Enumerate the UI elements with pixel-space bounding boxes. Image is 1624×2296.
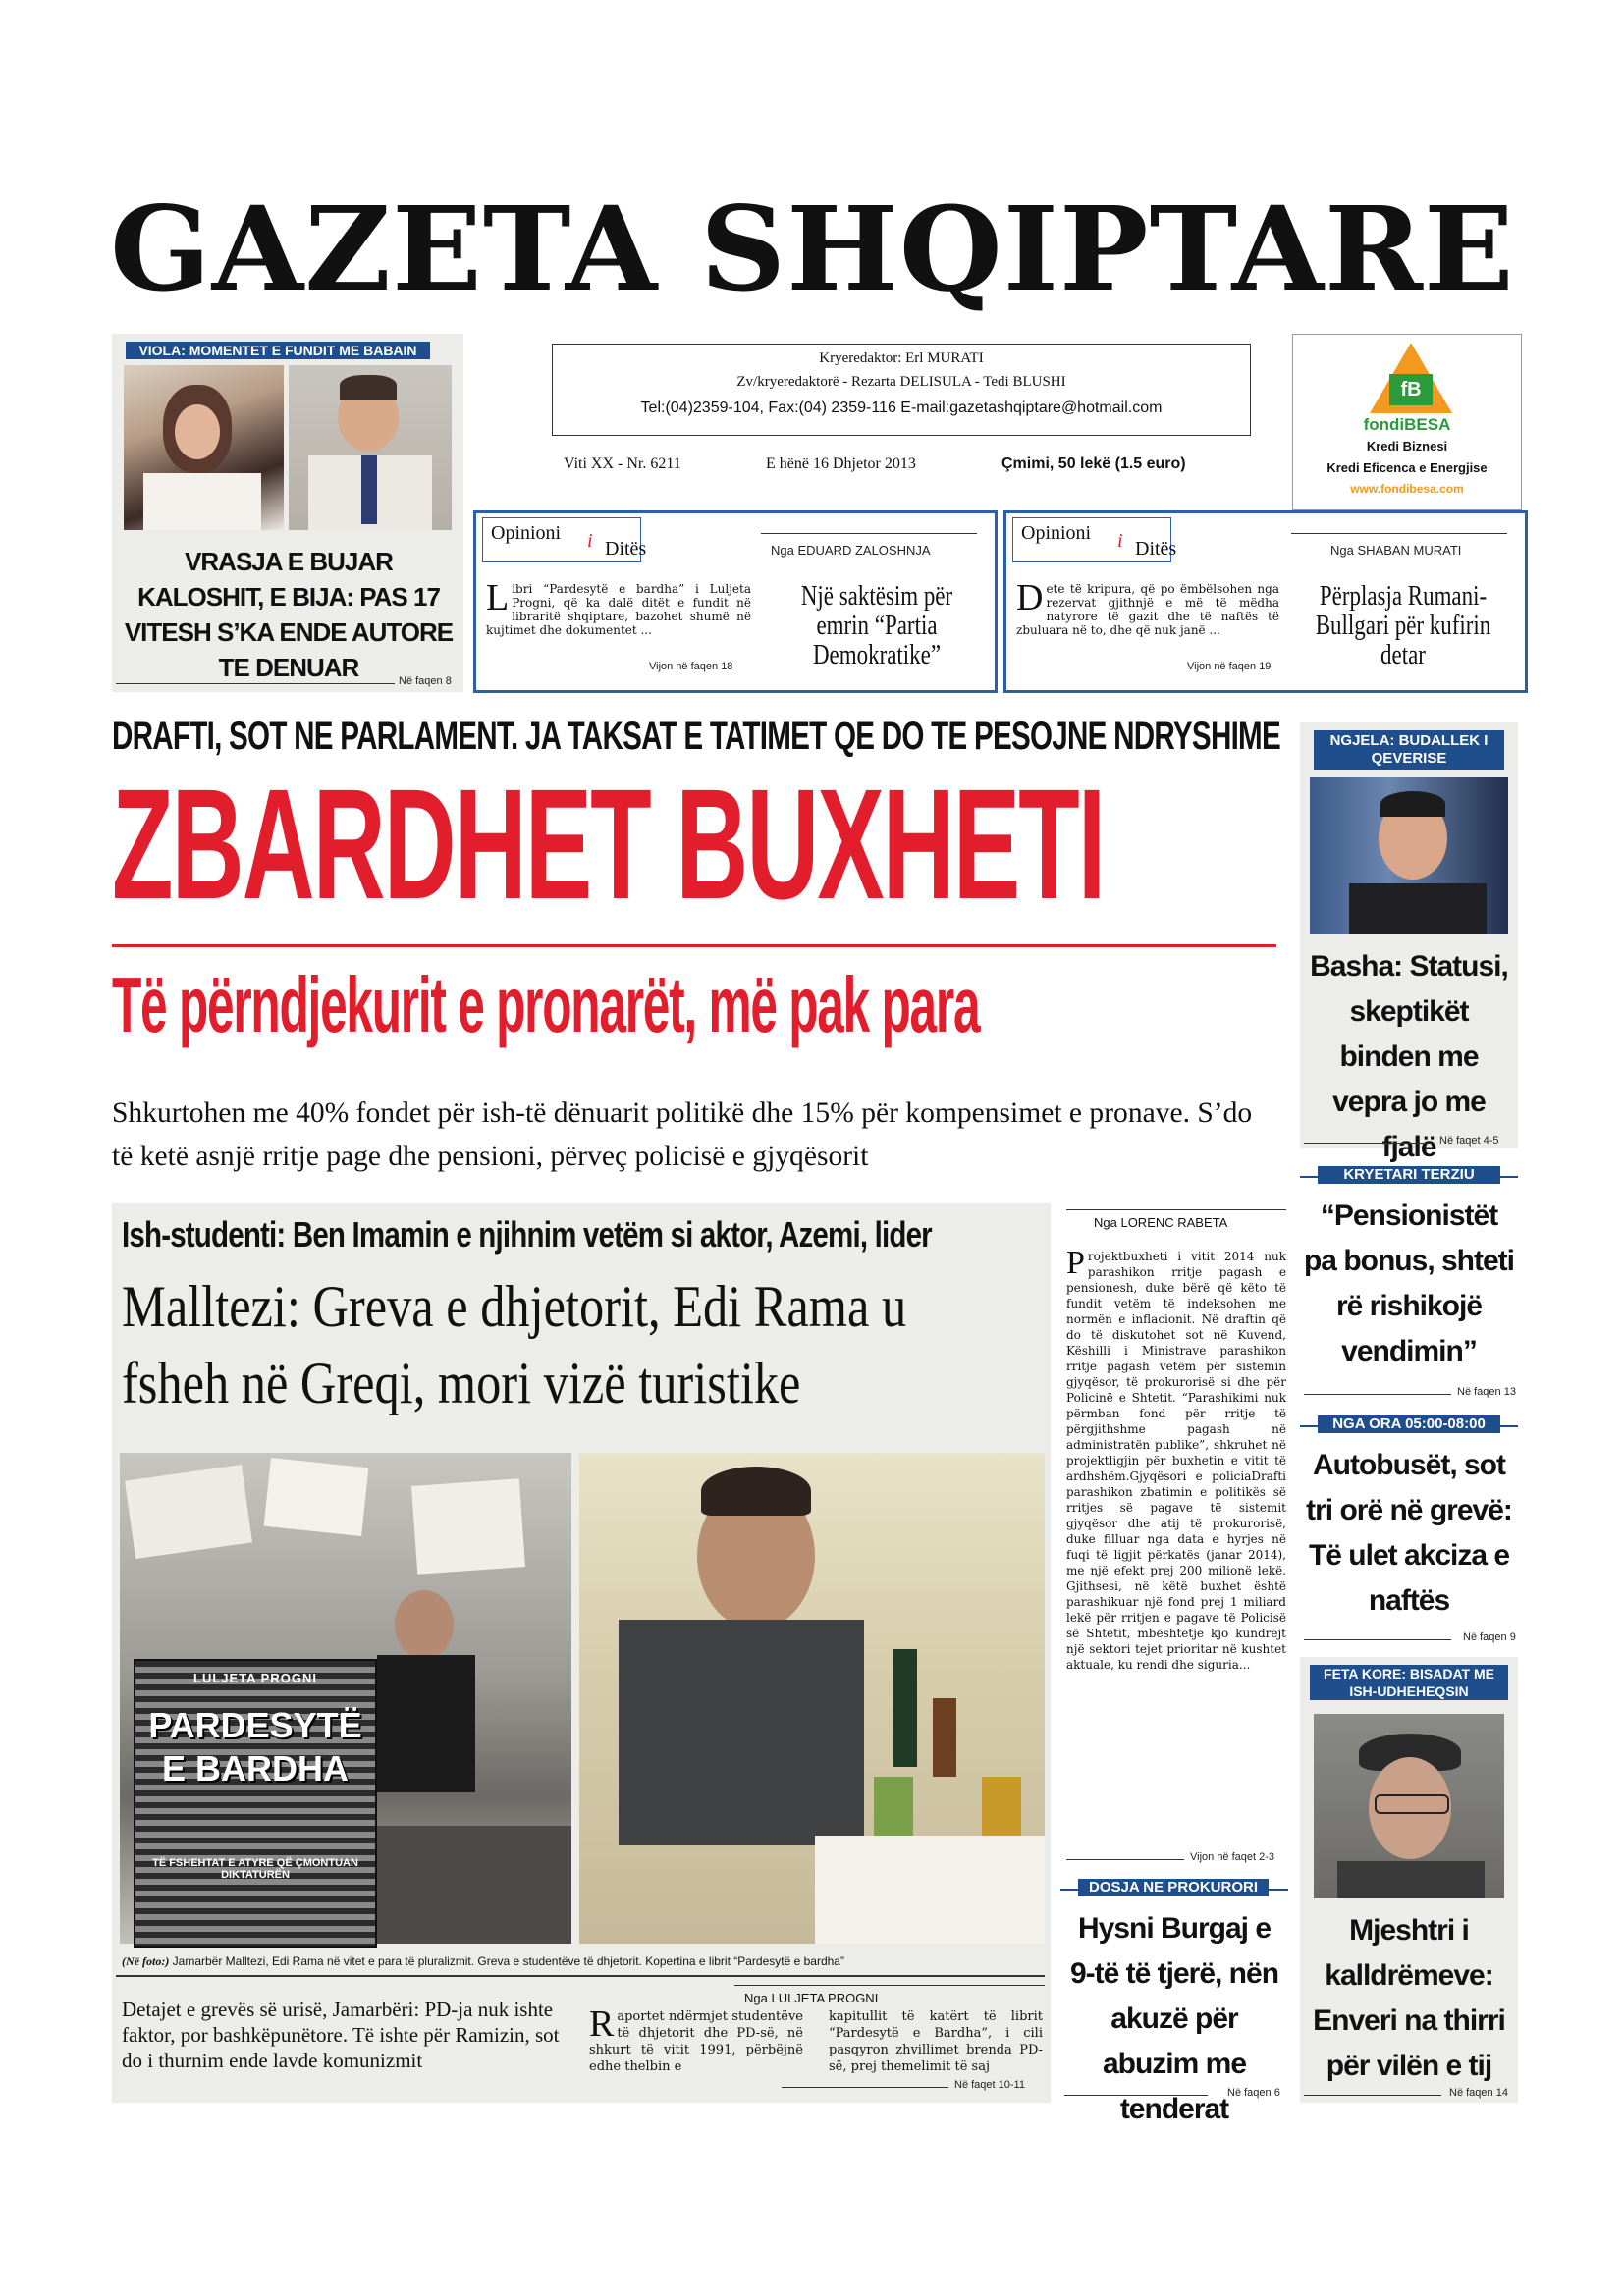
- budget-ref: Vijon në faqet 2-3: [1190, 1851, 1275, 1863]
- budget-article[interactable]: [1060, 1203, 1288, 1865]
- dosja-ref-rule: [1064, 2095, 1208, 2096]
- viola-ref-rule: [116, 683, 395, 684]
- opinion-1-title: Një saktësim për emrin “Partia Demokratike”: [800, 581, 953, 670]
- sidebar-story-1[interactable]: [1300, 722, 1518, 1163]
- rama-photo: [579, 1453, 1045, 1944]
- second-author-rule: [734, 1985, 1045, 1986]
- fondibesa-url[interactable]: www.fondibesa.com: [1350, 482, 1464, 496]
- second-col1-text: aportet ndërmjet studentëve të dhjetorit dhe PD-së, në shkurt të vitit 1991, përbëjnë edhe thelbin e: [589, 2009, 803, 2074]
- lead-deck: Shkurtohen me 40% fondet për ish-të dënuarit politikë dhe 15% për kompensimet e pronave. S’do të ketë asnjë rritje page dhe pensioni, përveç policisë e gjyqësorit: [112, 1096, 1253, 1172]
- dosja-ref: Në faqen 6: [1227, 2087, 1280, 2099]
- second-ref: Në faqet 10-11: [954, 2079, 1025, 2091]
- budget-dropcap: P: [1066, 1245, 1085, 1281]
- sidebar-4-headline: Mjeshtri i kalldrëmeve: Enveri na thirri për vilën e tij: [1313, 1914, 1505, 2082]
- sidebar-1-headline: Basha: Statusi, skeptikët binden me vepra jo me fjalë: [1310, 950, 1508, 1163]
- opinion-1-label-dites: Ditës: [605, 538, 647, 560]
- budget-author: Nga LORENC RABETA: [1094, 1215, 1228, 1230]
- opinion-2-text: ete të kripura, që po ëmbëlsohen nga rezervat gjithnjë e më të mëdha natyrore të gazit dhe të naftës të zbuluara në to, dhe që nuk janë ...: [1016, 582, 1279, 637]
- dosja-story[interactable]: [1060, 1877, 1288, 2125]
- opinion-box-2[interactable]: [1003, 510, 1528, 693]
- second-author: Nga LULJETA PROGNI: [744, 1991, 879, 2005]
- dosja-tag: DOSJA NE PROKURORI: [1078, 1879, 1269, 1896]
- fondibesa-line1: Kredi Biznesi: [1366, 439, 1448, 454]
- viola-teaser[interactable]: [112, 334, 463, 692]
- issue-date: E hënë 16 Dhjetor 2013: [766, 455, 916, 472]
- photo-caption-lead: (Në foto:): [122, 1954, 170, 1968]
- second-kicker: Ish-studenti: Ben Imamin e njihnim vetëm si aktor, Azemi, lider: [122, 1214, 932, 1255]
- deputies-line: Zv/kryeredaktorë - Rezarta DELISULA - Tedi BLUSHI: [736, 374, 1066, 390]
- sidebar-2-headline: “Pensionistët pa bonus, shteti rë rishikojë vendimin”: [1303, 1200, 1514, 1367]
- book-title: PARDESYTË E BARDHA: [148, 1705, 362, 1789]
- sidebar-3-ref-rule: [1304, 1639, 1451, 1640]
- issue-price: Çmimi, 50 lekë (1.5 euro): [1001, 455, 1186, 472]
- photo-caption: [122, 1953, 1045, 1969]
- second-story[interactable]: [112, 1203, 1051, 2103]
- sidebar-1-ref-rule: [1304, 1143, 1432, 1144]
- opinion-2-author-rule: [1291, 533, 1507, 534]
- opinion-2-label-word: Opinioni: [1021, 522, 1092, 544]
- book-author: LULJETA PROGNI: [193, 1671, 317, 1685]
- sidebar-1-tag: NGJELA: BUDALLEK I QEVERISE: [1314, 730, 1504, 770]
- opinion-2-ref: Vijon në faqen 19: [1187, 661, 1272, 672]
- second-col1: [589, 2003, 803, 2075]
- fondibesa-line2: Kredi Eficenca e Energjise: [1326, 460, 1488, 475]
- lead-rule: [112, 944, 1276, 947]
- opinion-1-dropcap: L: [486, 577, 510, 618]
- budget-author-rule: [1066, 1209, 1286, 1210]
- sidebar-2-ref-rule: [1304, 1394, 1451, 1395]
- sidebar-3-ref: Në faqen 9: [1463, 1631, 1516, 1643]
- opinion-1-text: ibri “Pardesytë e bardha” i Luljeta Progni, që ka dalë ditët e fundit në libraritë shqiptare, bazohet shumë në kujtimet dhe dokumentet ...: [486, 582, 751, 637]
- second-summary: Detajet e grevës së urisë, Jamarbëri: PD-ja nuk ishte faktor, por bashkëpunëtore. Të ishte për Ramizin, sot do i thurnim ende lavde komunizmit: [122, 1998, 560, 2072]
- viola-daughter-photo: [124, 365, 284, 530]
- second-ref-rule: [782, 2087, 948, 2088]
- opinion-1-author-rule: [761, 533, 977, 534]
- sidebar-story-4[interactable]: [1300, 1657, 1518, 2103]
- sidebar-2-ref: Në faqen 13: [1457, 1386, 1516, 1398]
- masthead-title: GAZETA SHQIPTARE: [110, 181, 1515, 317]
- budget-ref-rule: [1066, 1859, 1184, 1860]
- dosja-headline: Hysni Burgaj e 9-të të tjerë, nën akuzë për abuzim me tenderat: [1069, 1912, 1279, 2125]
- opinion-2-label-i: i: [1117, 530, 1123, 552]
- editor-line: Kryeredaktor: Erl MURATI: [819, 350, 984, 366]
- lead-headline[interactable]: ZBARDHET BUXHETI: [112, 756, 1105, 932]
- editorial-box: [552, 344, 1251, 436]
- budget-text: rojektbuxheti i vitit 2014 nuk parashikon rritje pagash e pensionesh, duke bërë që këto të fundit vetëm të indeksohen me normën e inflacionit. Në draftin që do të diskutohet sot në Kuvend, Këshilli i Ministrave parashikon rritje pagash vetëm për sistemin gjyqësor, të prokurorisë si dhe për Policinë e Shtetit. “Parashikimi nuk përmban fond për rritje të përgjithshme pagash në administratën publike”, shkruhet në projektligjin për buxhetin e vitit të ardhshëm.Gjyqësori e policiaDrafti parashikon zbatimin e politikës së rritjes së pagave të sistemit gjyqësor dhe atij të prokurorisë, duke filluar nga data e hyrjes në fuqi të ligjit përkatës (janar 2014), me një efekt prej 200 milionë lekë. Gjithsesi, në këtë buxhet është parashikuar një fond prej 1 miliard lekë për rritjen e pagave të Policisë së Shtetit, mbështetje kjo kundrejt një sektori tejet prioritar në kushtet aktuale, ku rendi dhe siguria...: [1066, 1250, 1286, 1672]
- photo-caption-text: Jamarbër Malltezi, Edi Rama në vitet e para të pluralizmit. Greva e studentëve të dhjetorit. Kopertina e librit “Pardesytë e bardha”: [169, 1954, 844, 1968]
- fondibesa-ad[interactable]: [1292, 334, 1522, 510]
- kalldrem-master-photo: [1314, 1714, 1504, 1898]
- opinion-1-label: [482, 517, 647, 562]
- lead-kicker: DRAFTI, SOT NE PARLAMENT. JA TAKSAT E TATIMET QE DO TE PESOJNE NDRYSHIME: [112, 715, 1280, 758]
- second-caption-rule: [116, 1975, 1045, 1977]
- opinion-1-author: Nga EDUARD ZALOSHNJA: [771, 543, 931, 558]
- sidebar-1-ref: Në faqet 4-5: [1439, 1135, 1499, 1147]
- viola-father-photo: [289, 365, 452, 530]
- opinion-2-author: Nga SHABAN MURATI: [1330, 543, 1462, 558]
- contact-line: Tel:(04)2359-104, Fax:(04) 2359-116 E-mail:gazetashqiptare@hotmail.com: [640, 400, 1163, 416]
- lead-subhead: Të përndjekurit e pronarët, më pak para: [112, 961, 980, 1048]
- viola-tag: VIOLA: MOMENTET E FUNDIT ME BABAIN: [126, 342, 430, 359]
- opinion-2-label-dites: Ditës: [1135, 538, 1177, 560]
- viola-headline: VRASJA E BUJAR KALOSHIT, E BIJA: PAS 17 VITESH S’KA ENDE AUTORE TE DENUAR: [124, 547, 454, 682]
- basha-photo: [1310, 777, 1508, 934]
- issue-number: Viti XX - Nr. 6211: [564, 455, 681, 472]
- fondibesa-logo-text: fB: [1389, 374, 1433, 405]
- fondibesa-brand: fondiBESA: [1363, 415, 1451, 434]
- sidebar-2-tag: KRYETARI TERZIU: [1318, 1166, 1500, 1184]
- sidebar-4-ref: Në faqen 14: [1449, 2087, 1508, 2099]
- opinion-box-1[interactable]: [473, 510, 998, 693]
- book-subtitle: TË FSHEHTAT E ATYRE QË ÇMONTUAN DIKTATURËN: [152, 1857, 358, 1881]
- viola-ref: Në faqen 8: [399, 675, 452, 687]
- budget-body: [1066, 1245, 1286, 1673]
- opinion-2-title: Përplasja Rumani-Bullgari për kufirin detar: [1315, 581, 1491, 670]
- opinion-2-dropcap: D: [1016, 577, 1044, 618]
- second-col2: kapitullit të katërt të librit “Pardesytë e Bardha”, i cili pasqyron zhvillimet brenda PD-së, prej themelimit të saj: [829, 2009, 1043, 2074]
- opinion-1-body: [486, 577, 751, 637]
- sidebar-3-headline: Autobusët, sot tri orë në grevë: Të ulet akciza e naftës: [1306, 1449, 1512, 1617]
- sidebar-story-2[interactable]: [1300, 1164, 1518, 1400]
- opinion-1-label-word: Opinioni: [491, 522, 562, 544]
- sidebar-4-ref-rule: [1304, 2095, 1441, 2096]
- second-dropcap: R: [589, 2003, 615, 2045]
- book-cover[interactable]: [134, 1659, 377, 1948]
- sidebar-4-tag: FETA KORE: BISADAT ME ISH-UDHEHEQSIN: [1310, 1665, 1508, 1700]
- sidebar-story-3[interactable]: [1300, 1414, 1518, 1649]
- opinion-1-ref: Vijon në faqen 18: [649, 661, 733, 672]
- opinion-1-label-i: i: [587, 530, 593, 552]
- sidebar-3-tag: NGA ORA 05:00-08:00: [1318, 1415, 1500, 1433]
- opinion-2-body: [1016, 577, 1279, 637]
- second-headline: Malltezi: Greva e dhjetorit, Edi Rama u fsheh në Greqi, mori vizë turistike: [122, 1274, 907, 1415]
- opinion-2-label: [1012, 517, 1177, 562]
